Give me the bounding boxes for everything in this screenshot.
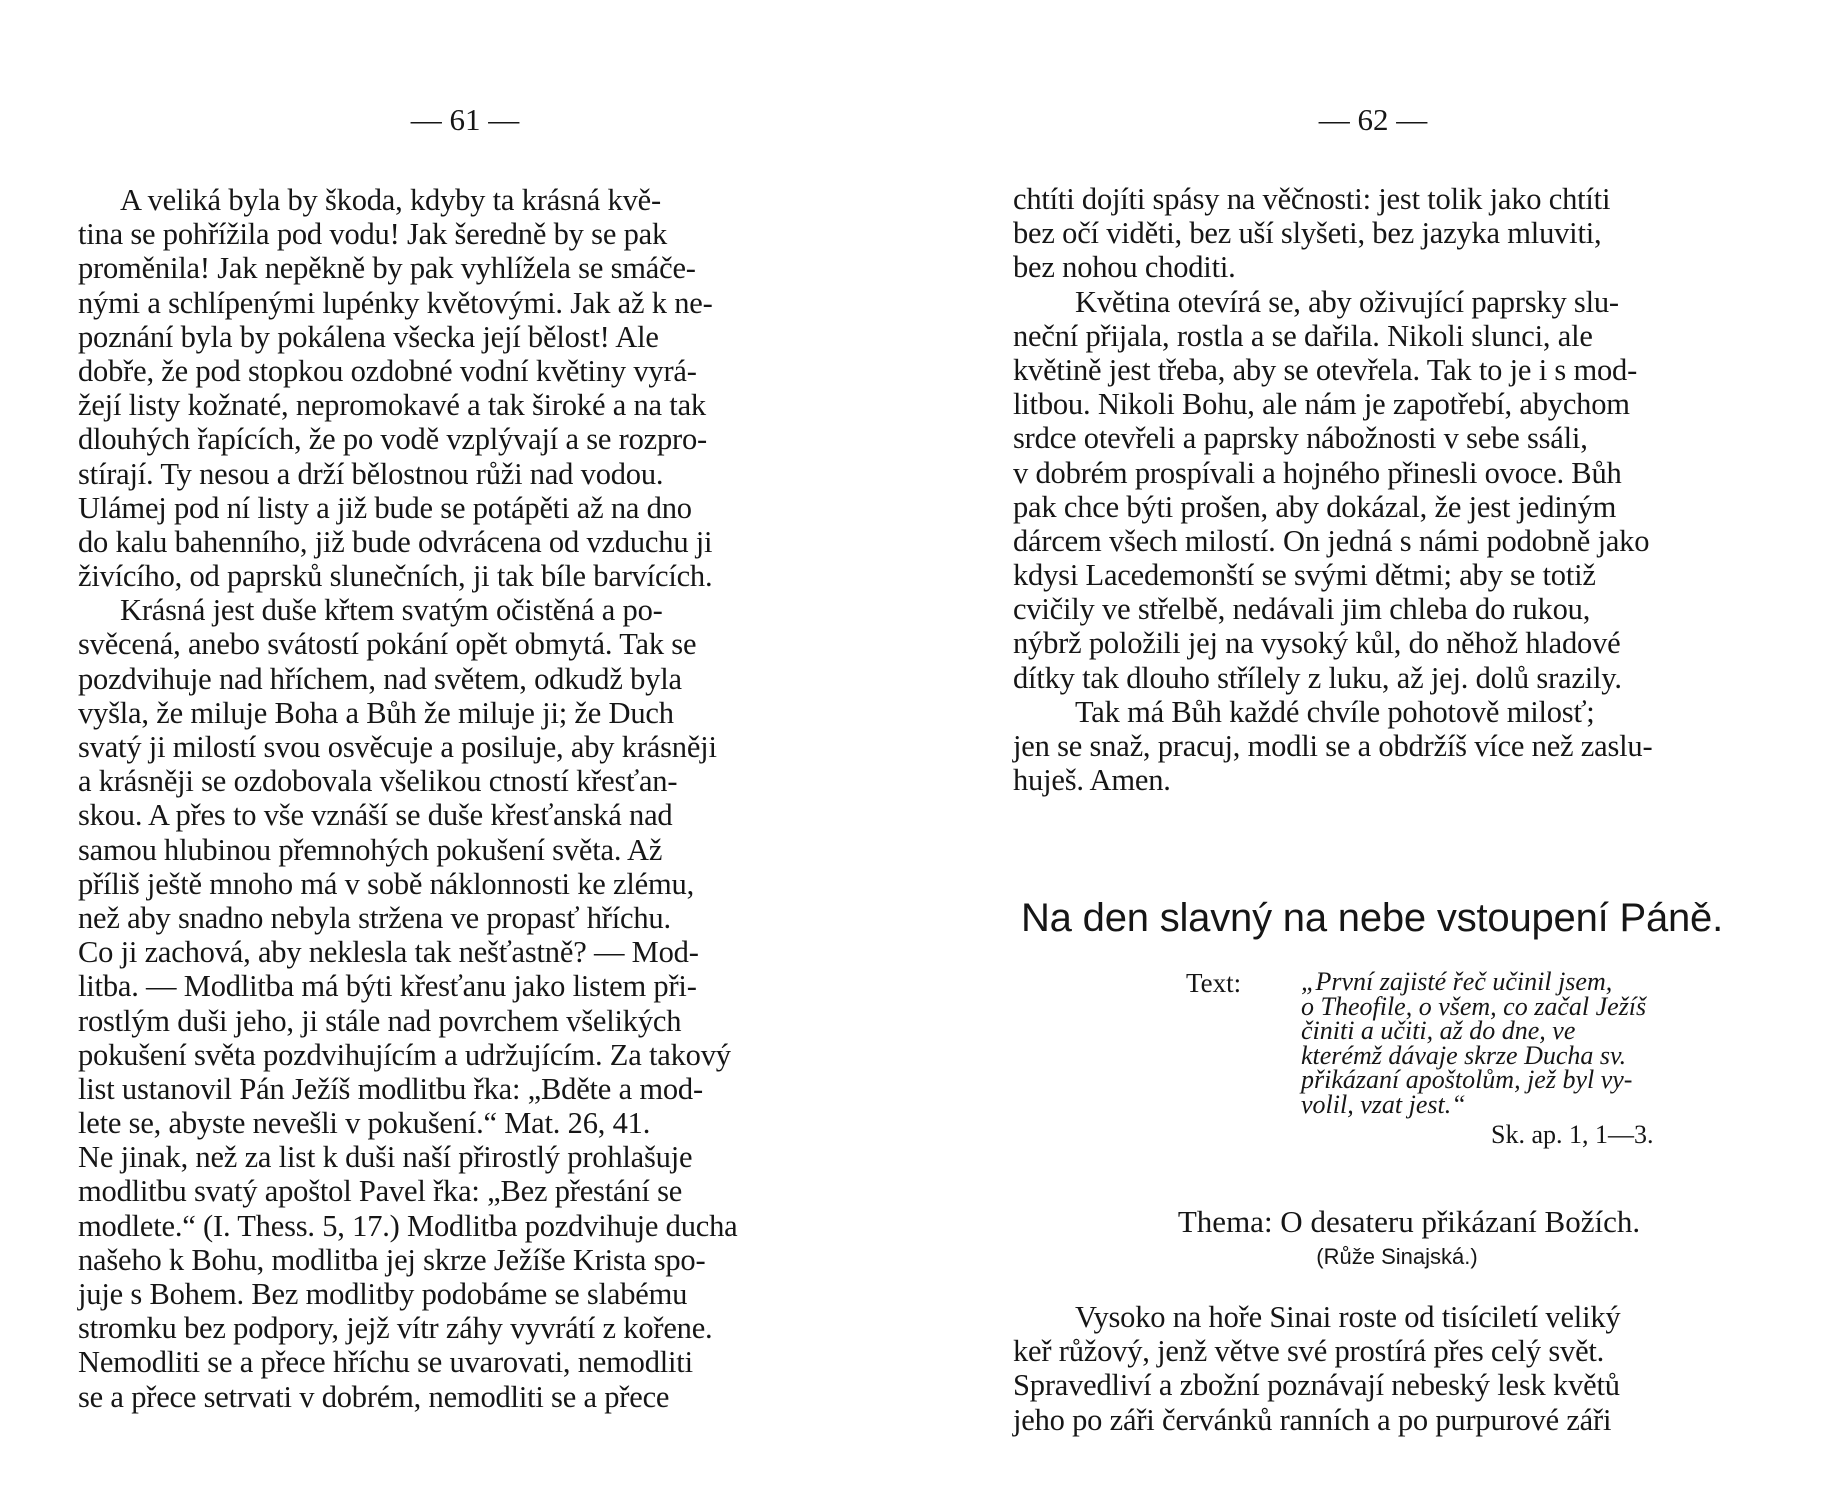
scripture-line: „První zajisté řeč učinil jsem, <box>1301 967 1613 996</box>
text-line: litba. — Modlitba má býti křesťanu jako listem při- <box>78 969 697 1004</box>
text-line: litbou. Nikoli Bohu, ale nám je zapotřebí, abychom <box>1013 387 1630 422</box>
text-line: našeho k Bohu, modlitba jej skrze Ježíše Krista spo- <box>78 1242 706 1277</box>
text-label: Text: <box>1186 968 1242 998</box>
right-body-text-bottom <box>1013 1300 1815 1437</box>
text-line: pokušení světa pozdvihujícím a udržujícím. Za takový <box>78 1037 731 1072</box>
text-line: rostlým duši jeho, ji stále nad povrchem všelikých <box>78 1003 682 1038</box>
text-line: žejí listy kožnaté, nepromokavé a tak široké a na tak <box>78 388 706 423</box>
text-line: jeho po záři červánků ranních a po purpurové záři <box>1013 1402 1612 1437</box>
text-line: stromku bez podpory, jejž vítr záhy vyvrátí z kořene. <box>78 1311 713 1346</box>
text-line: vyšla, že miluje Boha a Bůh že miluje ji; že Duch <box>78 695 674 730</box>
text-line: modlete.“ (I. Thess. 5, 17.) Modlitba pozdvihuje ducha <box>78 1208 738 1243</box>
text-line: než aby snadno nebyla stržena ve propasť hříchu. <box>78 900 671 935</box>
text-line: svatý ji milostí svou osvěcuje a posiluje, aby krásněji <box>78 730 717 764</box>
scripture-line: přikázaní apoštolům, jež byl vy- <box>1301 1065 1633 1094</box>
text-line: dítky tak dlouho střílely z luku, až jej. dolů srazily. <box>1013 660 1622 695</box>
text-line: cvičily ve střelbě, nedávali jim chleba do rukou, <box>1013 592 1591 627</box>
text-line: huješ. Amen. <box>1013 763 1171 798</box>
text-line: dlouhých řapících, že po vodě vzplývají a se rozpro- <box>78 422 708 457</box>
scripture-line: kterémž dávaje skrze Ducha sv. <box>1301 1040 1627 1070</box>
scripture-text-block <box>1186 967 1801 1149</box>
text-line: stírají. Ty nesou a drží bělostnou růži nad vodou. <box>78 456 664 491</box>
text-line: Tak má Bůh každé chvíle pohotově milosť; <box>1075 694 1595 729</box>
text-line: nýbrž položili jej na vysoký kůl, do něhož hladové <box>1013 626 1621 661</box>
text-line: pozdvihuje nad hříchem, nad světem, odkudž byla <box>78 661 682 696</box>
scripture-reference: Sk. ap. 1, 1—3. <box>1491 1120 1654 1149</box>
text-line: nými a schlípenými lupénky květovými. Jak až k ne- <box>78 285 713 320</box>
text-line: Nemodliti se a přece hříchu se uvarovati, nemodliti <box>78 1345 693 1380</box>
text-line: Ulámej pod ní listy a již bude se potápěti až na dno <box>78 490 692 525</box>
text-line: chtíti dojíti spásy na věčnosti: jest tolik jako chtíti <box>1013 182 1611 216</box>
text-line: srdce otevřeli a paprsky nábožnosti v sebe ssáli, <box>1013 421 1588 456</box>
text-line: juje s Bohem. Bez modlitby podobáme se slabému <box>78 1277 688 1311</box>
thema-heading: Thema: O desateru přikázaní Božích. <box>1177 1204 1641 1239</box>
text-line: bez očí viděti, bez uší slyšeti, bez jazyka mluviti, <box>1013 216 1602 251</box>
scripture-line: volil, vzat jest.“ <box>1301 1089 1466 1119</box>
text-line: pak chce býti prošen, aby dokázal, že jest jediným <box>1013 489 1617 524</box>
text-line: tina se pohřížila pod vodu! Jak šeredně by se pak <box>78 217 668 252</box>
text-line: Spravedliví a zbožní poznávají nebeský lesk květů <box>1013 1368 1620 1403</box>
right-body-text-top <box>1013 182 1815 797</box>
text-line: Vysoko na hoře Sinai roste od tisíciletí veliký <box>1075 1300 1621 1334</box>
text-line: dobře, že pod stopkou ozdobné vodní květiny vyrá- <box>78 353 697 388</box>
text-line: a krásněji se ozdobovala všelikou ctností křesťan- <box>78 764 678 799</box>
text-line: poznání byla by pokálena všecka její bělost! Ale <box>78 319 659 354</box>
text-line: dárcem všech milostí. On jedná s námi podobně jako <box>1013 523 1650 558</box>
text-line: samou hlubinou přemnohých pokušení světa. Až <box>78 832 663 867</box>
text-line: Krásná jest duše křtem svatým očistěná a po- <box>120 593 663 628</box>
text-line: A veliká byla by škoda, kdyby ta krásná kvě- <box>120 183 661 217</box>
text-line: do kalu bahenního, již bude odvrácena od vzduchu ji <box>78 524 713 559</box>
right-page <box>921 0 1842 1500</box>
text-line: skou. A přes to vše vznáší se duše křesťanská nad <box>78 798 673 833</box>
text-line: kdysi Lacedemonští se svými dětmi; aby se totiž <box>1013 558 1596 593</box>
text-line: keř růžový, jenž větve své prostírá přes celý svět. <box>1013 1334 1605 1369</box>
scripture-line: o Theofile, o všem, co začal Ježíš <box>1301 991 1647 1021</box>
text-line: jen se snaž, pracuj, modli se a obdržíš více než zaslu- <box>1013 729 1653 763</box>
page-number: — 62 — <box>1318 102 1428 137</box>
text-line: neční přijala, rostla a se dařila. Nikoli slunci, ale <box>1013 318 1593 353</box>
text-line: květině jest třeba, aby se otevřela. Tak to je i s mod- <box>1013 352 1638 387</box>
text-line: Co ji zachová, aby neklesla tak nešťastně? — Mod- <box>78 935 699 970</box>
text-line: v dobrém prospívali a hojného přinesli ovoce. Bůh <box>1013 455 1622 490</box>
scripture-line: činiti a učiti, až do dne, ve <box>1301 1016 1576 1045</box>
text-line: modlitbu svatý apoštol Pavel řka: „Bez přestání se <box>78 1174 683 1209</box>
text-line: lete se, abyste nevešli v pokušení.“ Mat. 26, 41. <box>78 1106 651 1141</box>
text-line: list ustanovil Pán Ježíš modlitbu řka: „Bděte a mod- <box>78 1071 703 1106</box>
text-line: se a přece setrvati v dobrém, nemodliti se a přece <box>78 1379 670 1414</box>
page-number: — 61 — <box>410 102 520 137</box>
text-line: svěcená, anebo svátostí pokání opět obmytá. Tak se <box>78 627 697 662</box>
text-line: Květina otevírá se, aby oživující paprsky slu- <box>1075 284 1619 319</box>
section-title: Na den slavný na nebe vstoupení Páně. <box>1021 896 1723 940</box>
text-line: Ne jinak, než za list k duši naší přirostlý prohlašuje <box>78 1140 693 1175</box>
text-line: proměnila! Jak nepěkně by pak vyhlížela se smáče- <box>78 251 696 286</box>
text-line: příliš ještě mnoho má v sobě náklonnosti ke zlému, <box>78 866 694 901</box>
text-line: živícího, od paprsků slunečních, ji tak bíle barvících. <box>78 559 713 594</box>
left-body-text <box>78 183 868 1414</box>
thema-subtitle: (Růže Sinajská.) <box>1316 1244 1478 1269</box>
text-line: bez nohou choditi. <box>1013 250 1236 285</box>
